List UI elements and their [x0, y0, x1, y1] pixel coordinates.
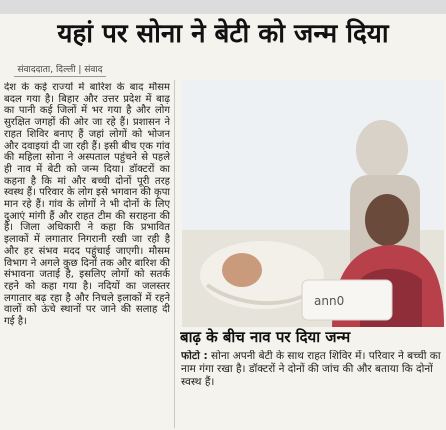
article-body: देश के कई राज्यों में बारिश के बाद मौसम बदल गया है। बिहार और उत्तर प्रदेश में बाढ़ का पानी कई जिलों में भर गया है और लोग सुरक्षित जगहों की ओर जा रहे हैं। प्रशासन ने राहत शिविर बनाए हैं जहां लोगों को भोजन और दवाइयां दी जा रही हैं। इसी बीच एक गांव की महिला सोना ने अस्पताल पहुंचने से पहले ही नाव में बेटी को जन्म दिया। डॉक्टरों का कहना है कि मां और बच्ची दोनों पूरी तरह स्वस्थ हैं। परिवार के लोग इसे भगवान की कृपा मान रहे हैं। गांव के लोगों ने भी दोनों के लिए दुआएं मांगी हैं और राहत टीम की सराहना की है। जिला अधिकारी ने कहा कि प्रभावित इलाकों में लगातार निगरानी रखी जा रही है और हर संभव मदद पहुंचाई जाएगी। मौसम विभाग ने अगले कुछ दिनों तक और बारिश की संभावना जताई है, इसलिए लोगों को सतर्क रहने को कहा गया है। नदियों का जलस्तर लगातार बढ़ रहा है और निचले इलाकों में रहने वालों को ऊंचे स्थानों पर जाने की सलाह दी गई है।	[4, 82, 170, 328]
byline: संवाददाता, दिल्ली | संवाद	[17, 65, 103, 75]
caption-label: फोटो :	[181, 350, 208, 362]
photo-illustration	[182, 80, 444, 327]
caption-text: सोना अपनी बेटी के साथ राहत शिविर में। परिवार ने बच्ची का नाम गंगा रखा है। डॉक्टरों ने दोनों की जांच की और बताया कि दोनों स्वस्थ हैं।	[181, 350, 441, 388]
column-divider	[174, 80, 175, 428]
byline-divider	[14, 76, 106, 77]
headline: यहां पर सोना ने बेटी को जन्म दिया	[57, 19, 389, 49]
photo-caption	[181, 350, 443, 428]
svg-text:ann0: ann0	[314, 294, 345, 308]
news-photo	[182, 80, 444, 327]
subheadline: बाढ़ के बीच नाव पर दिया जन्म	[180, 328, 351, 346]
